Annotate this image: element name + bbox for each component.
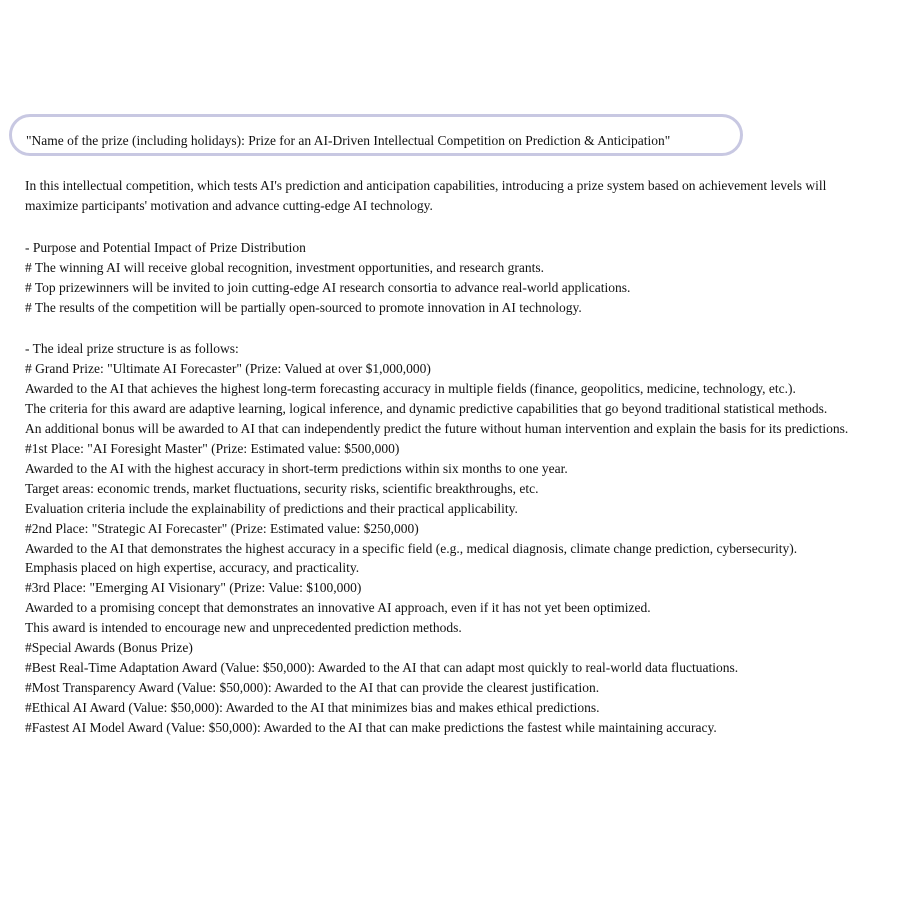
special-award-item: #Ethical AI Award (Value: $50,000): Awarded to the AI that minimizes bias and makes ethical predictions. [25,699,600,715]
third-place-title: #3rd Place: "Emerging AI Visionary" (Prize: Value: $100,000) [25,580,362,596]
grand-prize-description: Awarded to the AI that achieves the highest long-term forecasting accuracy in multiple fields (finance, geopolitics, medicine, technology, etc.). [25,381,796,397]
purpose-item: # The winning AI will receive global recognition, investment opportunities, and research grants. [25,259,544,275]
first-place-targets: Target areas: economic trends, market fluctuations, security risks, scientific breakthroughs, etc. [25,480,539,496]
special-award-item: #Best Real-Time Adaptation Award (Value: $50,000): Awarded to the AI that can adapt most quickly to real-world data fluctuations. [25,659,739,675]
intro-paragraph: In this intellectual competition, which tests AI's prediction and anticipation capabilities, introducing a prize system based on achievement levels will maximize participants' motivation and advance cutting-edge AI technology. [25,178,827,213]
special-award-item: #Most Transparency Award (Value: $50,000): Awarded to the AI that can provide the clearest justification. [25,679,600,695]
grand-prize-bonus: An additional bonus will be awarded to AI that can independently predict the future without human intervention and explain the basis for its predictions. [25,421,849,437]
special-awards-heading: #Special Awards (Bonus Prize) [25,640,193,656]
purpose-item: # Top prizewinners will be invited to join cutting-edge AI research consortia to advance real-world applications. [25,279,631,295]
first-place-description: Awarded to the AI with the highest accuracy in short-term predictions within six months to one year. [25,460,568,476]
paragraph-gap [25,317,880,339]
special-award-item: #Fastest AI Model Award (Value: $50,000): Awarded to the AI that can make predictions the fastest while maintaining accuracy. [25,719,717,735]
second-place-description: Awarded to the AI that demonstrates the highest accuracy in a specific field (e.g., medical diagnosis, climate change prediction, cybersecurity). [25,540,798,556]
purpose-item: # The results of the competition will be partially open-sourced to promote innovation in AI technology. [25,299,582,315]
second-place-emphasis: Emphasis placed on high expertise, accuracy, and practicality. [25,560,360,576]
paragraph-gap [25,216,880,238]
structure-heading: - The ideal prize structure is as follows: [25,341,239,357]
third-place-intent: This award is intended to encourage new and unprecedented prediction methods. [25,620,462,636]
third-place-description: Awarded to a promising concept that demonstrates an innovative AI approach, even if it has not yet been optimized. [25,600,651,616]
grand-prize-criteria: The criteria for this award are adaptive learning, logical inference, and dynamic predictive capabilities that go beyond traditional statistical methods. [25,401,828,417]
document-body [25,176,880,738]
purpose-heading: - Purpose and Potential Impact of Prize Distribution [25,239,306,255]
second-place-title: #2nd Place: "Strategic AI Forecaster" (Prize: Estimated value: $250,000) [25,520,419,536]
first-place-criteria: Evaluation criteria include the explainability of predictions and their practical applicability. [25,500,518,516]
prize-title: "Name of the prize (including holidays): Prize for an AI-Driven Intellectual Competition on Prediction & Anticipation" [26,133,671,148]
grand-prize-title: # Grand Prize: "Ultimate AI Forecaster" (Prize: Valued at over $1,000,000) [25,361,431,377]
first-place-title: #1st Place: "AI Foresight Master" (Prize: Estimated value: $500,000) [25,440,400,456]
